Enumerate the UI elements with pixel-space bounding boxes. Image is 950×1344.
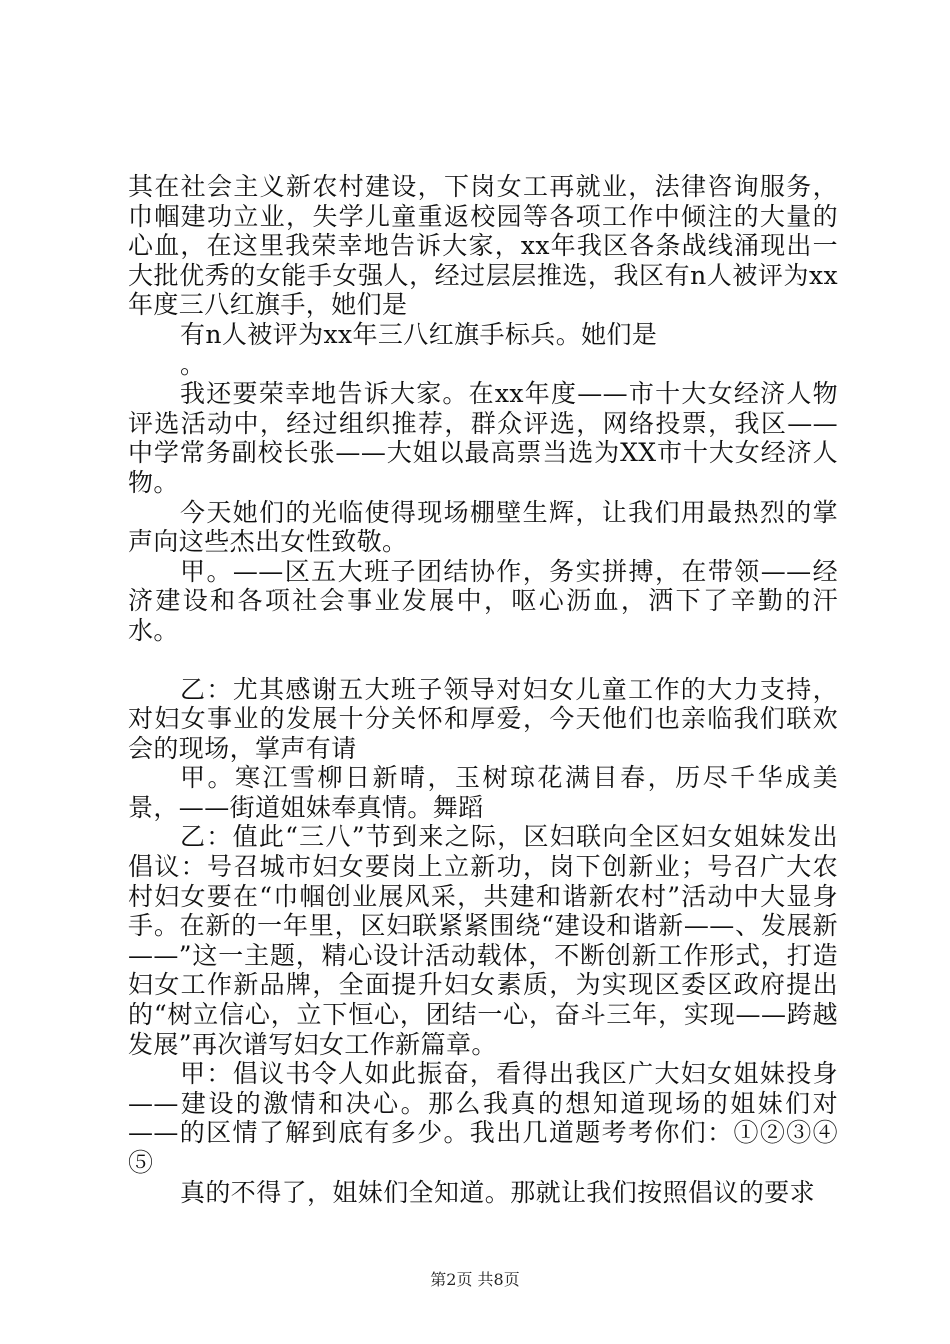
paragraph: 今天她们的光临使得现场棚壁生辉，让我们用最热烈的掌声向这些杰出女性致敬。	[128, 497, 838, 557]
paragraph: 乙：值此“三八”节到来之际，区妇联向全区妇女姐妹发出倡议：号召城市妇女要岗上立新功，岗下创新业；号召广大农村妇女要在“巾帼创业展风采，共建和谐新农村”活动中大显身手。在新的一年里，区妇联紧紧围绕“建设和谐新——、发展新——”这一主题，精心设计活动载体，不断创新工作形式，打造妇女工作新品牌，全面提升妇女素质，为实现区委区政府提出的“树立信心，立下恒心，团结一心，奋斗三年，实现——跨越发展”再次谱写妇女工作新篇章。	[128, 822, 838, 1059]
paragraph: 。	[180, 349, 206, 379]
paragraph: 其在社会主义新农村建设，下岗女工再就业，法律咨询服务，巾帼建功立业，失学儿童重返校园等各项工作中倾注的大量的心血，在这里我荣幸地告诉大家，xx年我区各条战线涌现出一大批优秀的女能手女强人，经过层层推选，我区有n人被评为xx年度三八红旗手，她们是	[128, 172, 838, 320]
paragraph: 真的不得了，姐妹们全知道。那就让我们按照倡议的要求	[180, 1177, 816, 1207]
paragraph: 甲。寒江雪柳日新晴，玉树琼花满目春，历尽千华成美景，——街道姐妹奉真情。舞蹈	[128, 763, 838, 822]
document-body	[128, 172, 838, 1207]
paragraph: 乙：尤其感谢五大班子领导对妇女儿童工作的大力支持，对妇女事业的发展十分关怀和厚爱，今天他们也亲临我们联欢会的现场，掌声有请	[128, 674, 838, 763]
page-footer: 第2页 共8页	[430, 1270, 520, 1289]
paragraph: 甲。——区五大班子团结协作，务实拼搏，在带领——经济建设和各项社会事业发展中，呕心沥血，洒下了辛勤的汗水。	[128, 556, 838, 645]
paragraph: 有n人被评为xx年三八红旗手标兵。她们是	[180, 319, 658, 349]
paragraph: 我还要荣幸地告诉大家。在xx年度——市十大女经济人物评选活动中，经过组织推荐，群众评选，网络投票，我区——中学常务副校长张——大姐以最高票当选为XX市十大女经济人物。	[128, 379, 838, 497]
paragraph: 甲：倡议书令人如此振奋，看得出我区广大妇女姐妹投身——建设的激情和决心。那么我真的想知道现场的姐妹们对——的区情了解到底有多少。我出几道题考考你们：①②③④⑤	[128, 1059, 838, 1177]
